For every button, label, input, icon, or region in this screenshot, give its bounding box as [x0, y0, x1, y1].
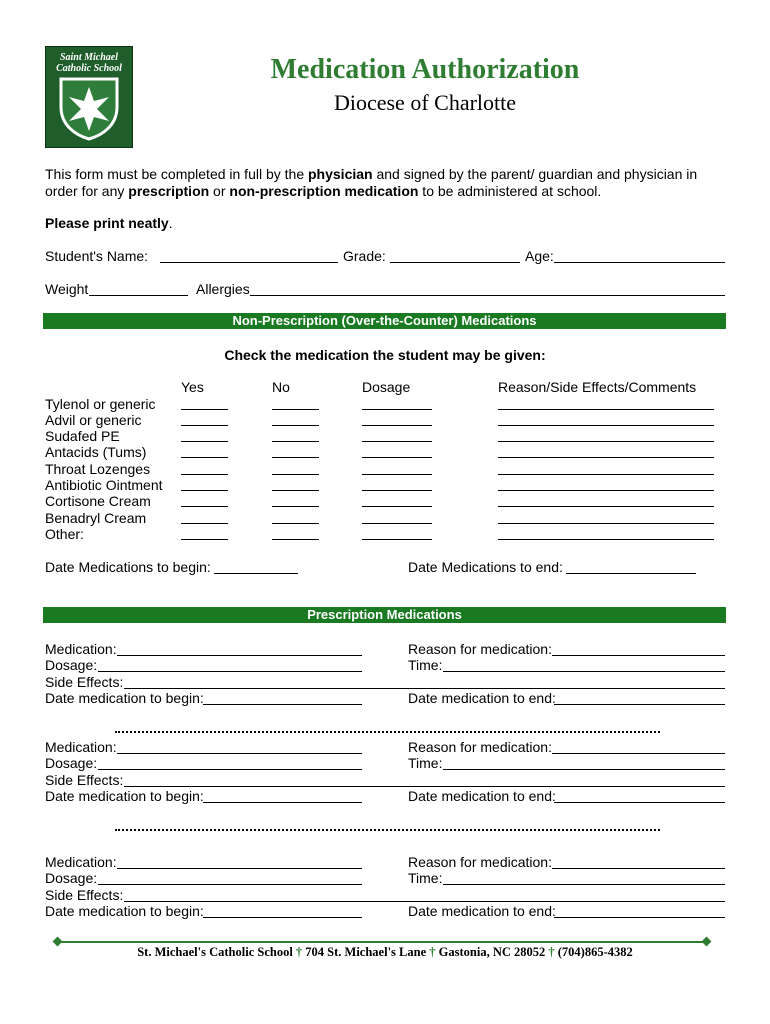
rx-section-header: Prescription Medications — [43, 607, 726, 623]
rx-begin-field[interactable] — [203, 704, 362, 705]
rx-reason-label: Reason for medication: — [408, 641, 552, 657]
rx-side-effects-label: Side Effects: — [45, 887, 124, 903]
rx-end-field[interactable] — [554, 704, 725, 705]
allergies-label: Allergies — [196, 281, 250, 297]
rx-dosage-label: Dosage: — [45, 870, 98, 886]
yes-field[interactable] — [181, 506, 228, 507]
rx-reason-field[interactable] — [552, 753, 725, 754]
age-label: Age: — [525, 248, 554, 264]
rx-begin-label: Date medication to begin: — [45, 690, 204, 706]
medication-row-label: Cortisone Cream — [45, 493, 151, 509]
rx-side-effects-field[interactable] — [124, 786, 725, 787]
logo-text-line2: Catholic School — [56, 63, 122, 74]
rx-reason-field[interactable] — [552, 655, 725, 656]
yes-field[interactable] — [181, 523, 228, 524]
rx-time-label: Time: — [408, 755, 443, 771]
comments-field[interactable] — [498, 474, 714, 475]
column-dosage: Dosage — [362, 379, 411, 395]
otc-end-field[interactable] — [566, 573, 696, 574]
comments-field[interactable] — [498, 441, 714, 442]
medication-row-label: Antacids (Tums) — [45, 444, 147, 460]
rx-dosage-field[interactable] — [98, 884, 362, 885]
otc-begin-label: Date Medications to begin: — [45, 559, 211, 575]
page-title: Medication Authorization — [270, 54, 580, 85]
footer-street: 704 St. Michael's Lane — [305, 945, 427, 959]
otc-begin-field[interactable] — [214, 573, 298, 574]
grade-label: Grade: — [343, 248, 386, 264]
cross-icon: † — [429, 945, 436, 959]
footer-address — [60, 945, 710, 960]
rx-medication-label: Medication: — [45, 739, 117, 755]
dosage-field[interactable] — [362, 409, 432, 410]
comments-field[interactable] — [498, 539, 714, 540]
yes-field[interactable] — [181, 409, 228, 410]
yes-field[interactable] — [181, 539, 228, 540]
medication-row-label: Other: — [45, 526, 84, 542]
yes-field[interactable] — [181, 474, 228, 475]
footer-rule — [58, 941, 706, 943]
column-no: No — [272, 379, 290, 395]
rx-begin-field[interactable] — [203, 917, 362, 918]
no-field[interactable] — [272, 409, 319, 410]
footer-phone: (704)865-4382 — [557, 945, 633, 959]
dosage-field[interactable] — [362, 441, 432, 442]
rx-dosage-field[interactable] — [98, 769, 362, 770]
rx-dosage-label: Dosage: — [45, 657, 98, 673]
rx-end-label: Date medication to end: — [408, 788, 556, 804]
medication-row-label: Throat Lozenges — [45, 461, 151, 477]
dosage-field[interactable] — [362, 425, 432, 426]
cross-icon: † — [548, 945, 555, 959]
rx-begin-label: Date medication to begin: — [45, 903, 204, 919]
rx-end-label: Date medication to end: — [408, 903, 556, 919]
rx-end-label: Date medication to end: — [408, 690, 556, 706]
rx-medication-field[interactable] — [117, 753, 362, 754]
no-field[interactable] — [272, 539, 319, 540]
rx-end-field[interactable] — [554, 802, 725, 803]
rx-time-field[interactable] — [443, 769, 725, 770]
rx-reason-field[interactable] — [552, 868, 725, 869]
medication-row-label: Benadryl Cream — [45, 510, 147, 526]
medication-row-label: Tylenol or generic — [45, 396, 156, 412]
rx-separator — [115, 731, 660, 733]
rx-begin-field[interactable] — [203, 802, 362, 803]
rx-side-effects-field[interactable] — [124, 688, 725, 689]
yes-field[interactable] — [181, 425, 228, 426]
rx-side-effects-label: Side Effects: — [45, 772, 124, 788]
dosage-field[interactable] — [362, 490, 432, 491]
no-field[interactable] — [272, 474, 319, 475]
grade-field[interactable] — [390, 262, 520, 263]
column-comments: Reason/Side Effects/Comments — [498, 379, 697, 395]
intro-line-1: This form must be completed in full by the physician and signed by the parent/ guardian and physician in — [45, 166, 698, 182]
comments-field[interactable] — [498, 490, 714, 491]
footer-city: Gastonia, NC 28052 — [438, 945, 546, 959]
rx-time-label: Time: — [408, 870, 443, 886]
dosage-field[interactable] — [362, 539, 432, 540]
rx-time-field[interactable] — [443, 671, 725, 672]
column-yes: Yes — [181, 379, 204, 395]
comments-field[interactable] — [498, 425, 714, 426]
no-field[interactable] — [272, 441, 319, 442]
weight-field[interactable] — [89, 295, 188, 296]
comments-field[interactable] — [498, 457, 714, 458]
medication-row-label: Sudafed PE — [45, 428, 120, 444]
cross-icon: † — [295, 945, 303, 959]
rx-medication-label: Medication: — [45, 641, 117, 657]
rx-dosage-field[interactable] — [98, 671, 362, 672]
rx-side-effects-label: Side Effects: — [45, 674, 124, 690]
comments-field[interactable] — [498, 523, 714, 524]
rx-medication-field[interactable] — [117, 655, 362, 656]
otc-instruction: Check the medication the student may be given: — [224, 347, 546, 363]
yes-field[interactable] — [181, 457, 228, 458]
rx-side-effects-field[interactable] — [124, 901, 725, 902]
page-subtitle: Diocese of Charlotte — [333, 90, 517, 115]
logo-text-line1: Saint Michael — [59, 52, 119, 63]
dosage-field[interactable] — [362, 506, 432, 507]
rx-end-field[interactable] — [554, 917, 725, 918]
medication-row-label: Antibiotic Ointment — [45, 477, 163, 493]
otc-section-header: Non-Prescription (Over-the-Counter) Medications — [43, 313, 726, 329]
yes-field[interactable] — [181, 441, 228, 442]
rx-time-field[interactable] — [443, 884, 725, 885]
intro-line-2: order for any prescription or non-prescription medication to be administered at school. — [45, 183, 602, 199]
rx-begin-label: Date medication to begin: — [45, 788, 204, 804]
rx-separator — [115, 829, 660, 831]
no-field[interactable] — [272, 457, 319, 458]
comments-field[interactable] — [498, 409, 714, 410]
student-name-label: Student's Name: — [45, 248, 149, 264]
rx-reason-label: Reason for medication: — [408, 854, 552, 870]
no-field[interactable] — [272, 425, 319, 426]
age-field[interactable] — [554, 262, 725, 263]
footer-school: St. Michael's Catholic School — [137, 945, 293, 959]
school-logo — [45, 46, 133, 148]
print-neatly-note: Please print neatly. — [45, 215, 173, 231]
weight-label: Weight — [45, 281, 89, 297]
comments-field[interactable] — [498, 506, 714, 507]
rx-dosage-label: Dosage: — [45, 755, 98, 771]
student-name-field[interactable] — [160, 262, 338, 263]
no-field[interactable] — [272, 506, 319, 507]
no-field[interactable] — [272, 490, 319, 491]
dosage-field[interactable] — [362, 474, 432, 475]
dosage-field[interactable] — [362, 523, 432, 524]
no-field[interactable] — [272, 523, 319, 524]
allergies-field[interactable] — [250, 295, 725, 296]
shield-cross-icon — [59, 77, 119, 141]
rx-medication-field[interactable] — [117, 868, 362, 869]
medication-row-label: Advil or generic — [45, 412, 142, 428]
rx-reason-label: Reason for medication: — [408, 739, 552, 755]
dosage-field[interactable] — [362, 457, 432, 458]
rx-time-label: Time: — [408, 657, 443, 673]
rx-medication-label: Medication: — [45, 854, 117, 870]
yes-field[interactable] — [181, 490, 228, 491]
otc-end-label: Date Medications to end: — [408, 559, 563, 575]
